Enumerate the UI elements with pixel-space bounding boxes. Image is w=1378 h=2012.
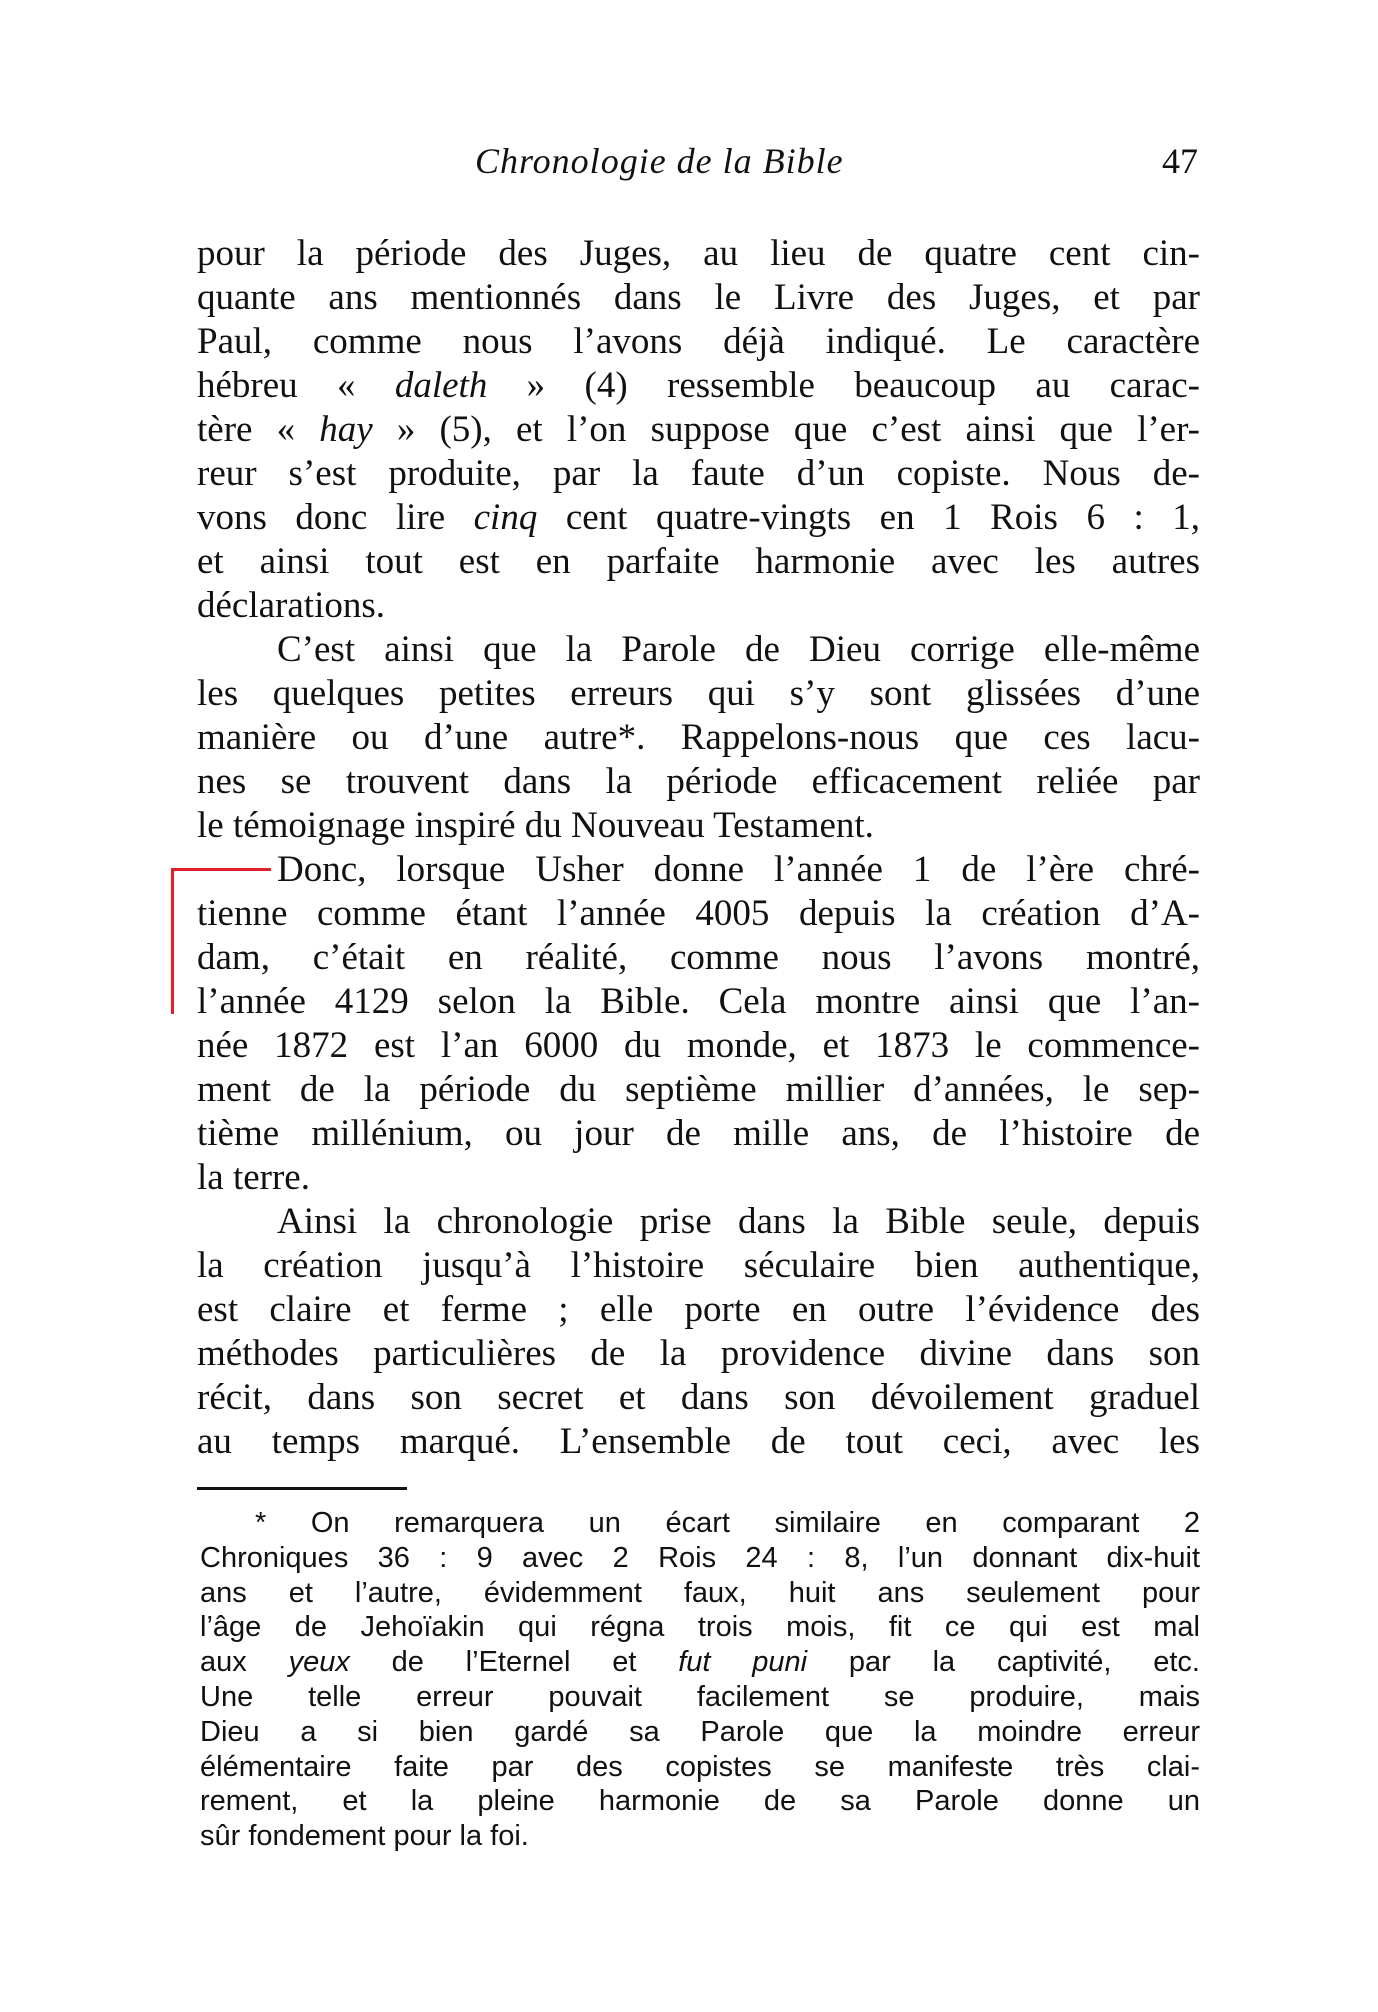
text-segment: Dieu a si bien gardé sa Parole que la moindre erreur xyxy=(200,1715,1200,1748)
italic-text: daleth xyxy=(394,365,488,406)
body-line xyxy=(197,408,1200,452)
text-segment: Donc, lorsque Usher donne l’année 1 de l’ère chré- xyxy=(277,849,1200,890)
body-line xyxy=(197,628,1200,672)
text-segment: Une telle erreur pouvait facilement se produire, mais xyxy=(200,1680,1200,1713)
body-line xyxy=(197,496,1200,540)
text-segment: et ainsi tout est en parfaite harmonie avec les autres xyxy=(197,541,1200,582)
body-line xyxy=(197,320,1200,364)
body-line xyxy=(197,1156,1200,1200)
text-segment: rement, et la pleine harmonie de sa Parole donne un xyxy=(200,1785,1200,1818)
body-line xyxy=(197,452,1200,496)
body-line xyxy=(197,804,1200,848)
text-segment: née 1872 est l’an 6000 du monde, et 1873 le commence- xyxy=(197,1025,1200,1066)
text-segment: hébreu « xyxy=(197,365,395,406)
footnote xyxy=(200,1506,1200,1854)
body-line xyxy=(197,1288,1200,1332)
footnote-line xyxy=(200,1715,1200,1750)
text-segment: cent quatre-vingts en 1 Rois 6 : 1, xyxy=(537,497,1200,538)
footnote-line xyxy=(200,1576,1200,1611)
body-line xyxy=(197,1024,1200,1068)
text-segment: de l’Eternel et xyxy=(349,1646,679,1679)
footnote-line xyxy=(200,1750,1200,1785)
text-segment: » (4) ressemble beaucoup au carac- xyxy=(487,365,1200,406)
italic-text: yeux xyxy=(288,1646,350,1679)
text-segment: Paul, comme nous l’avons déjà indiqué. Le caractère xyxy=(197,321,1200,362)
text-segment: vons donc lire xyxy=(197,497,474,538)
footnote-rule xyxy=(197,1487,407,1490)
page-number: 47 xyxy=(1162,141,1198,181)
text-segment: pour la période des Juges, au lieu de quatre cent cin- xyxy=(197,233,1200,274)
text-segment: au temps marqué. L’ensemble de tout ceci, avec les xyxy=(197,1421,1200,1462)
italic-text: hay xyxy=(319,409,373,450)
body-line xyxy=(197,1376,1200,1420)
text-segment: par la captivité, etc. xyxy=(807,1646,1200,1679)
text-segment: nes se trouvent dans la période efficacement reliée par xyxy=(197,761,1200,802)
footnote-line xyxy=(200,1645,1200,1680)
footnote-line xyxy=(200,1506,1200,1541)
text-segment: élémentaire faite par des copistes se manifeste très clai- xyxy=(200,1750,1200,1783)
text-segment: ans et l’autre, évidemment faux, huit ans seulement pour xyxy=(200,1576,1200,1609)
text-segment: la création jusqu’à l’histoire séculaire bien authentique, xyxy=(197,1245,1200,1286)
body-line xyxy=(197,1200,1200,1244)
body-line xyxy=(197,760,1200,804)
footnote-line xyxy=(200,1784,1200,1819)
footnote-line xyxy=(200,1819,1200,1854)
body-line xyxy=(197,1420,1200,1464)
text-segment: reur s’est produite, par la faute d’un copiste. Nous de- xyxy=(197,453,1200,494)
body-line xyxy=(197,1112,1200,1156)
text-segment: tième millénium, ou jour de mille ans, de l’histoire de xyxy=(197,1113,1200,1154)
text-segment: sûr fondement pour la foi. xyxy=(200,1820,529,1853)
footnote-line xyxy=(200,1610,1200,1645)
text-segment: » (5), et l’on suppose que c’est ainsi que l’er- xyxy=(372,409,1200,450)
text-segment: quante ans mentionnés dans le Livre des Juges, et par xyxy=(197,277,1200,318)
text-segment: ment de la période du septième millier d’années, le sep- xyxy=(197,1069,1200,1110)
running-title: Chronologie de la Bible xyxy=(475,141,844,181)
text-segment: tère « xyxy=(197,409,320,450)
body-line xyxy=(197,672,1200,716)
text-segment: le témoignage inspiré du Nouveau Testament. xyxy=(197,805,874,846)
text-segment: dam, c’était en réalité, comme nous l’avons montré, xyxy=(197,937,1200,978)
red-annotation-mark-vertical xyxy=(171,868,174,1014)
text-segment: C’est ainsi que la Parole de Dieu corrige elle-même xyxy=(277,629,1200,670)
text-segment: l’âge de Jehoïakin qui régna trois mois, fit ce qui est mal xyxy=(200,1611,1200,1644)
running-header xyxy=(0,140,1378,190)
body-line xyxy=(197,1244,1200,1288)
footnote-line xyxy=(200,1541,1200,1576)
text-segment: aux xyxy=(200,1646,289,1679)
body-line xyxy=(197,1068,1200,1112)
body-line xyxy=(197,716,1200,760)
text-segment: récit, dans son secret et dans son dévoilement graduel xyxy=(197,1377,1200,1418)
body-line xyxy=(197,848,1200,892)
text-segment: méthodes particulières de la providence divine dans son xyxy=(197,1333,1200,1374)
body-text xyxy=(197,232,1200,1464)
text-segment: tienne comme étant l’année 4005 depuis la création d’A- xyxy=(197,893,1200,934)
footnote-line xyxy=(200,1680,1200,1715)
body-line xyxy=(197,892,1200,936)
text-segment: la terre. xyxy=(197,1157,310,1198)
body-line xyxy=(197,936,1200,980)
body-line xyxy=(197,232,1200,276)
body-line xyxy=(197,584,1200,628)
red-annotation-mark-horizontal xyxy=(171,868,271,871)
body-line xyxy=(197,364,1200,408)
text-segment: déclarations. xyxy=(197,585,385,626)
text-segment: Chroniques 36 : 9 avec 2 Rois 24 : 8, l’un donnant dix-huit xyxy=(200,1541,1200,1574)
body-line xyxy=(197,1332,1200,1376)
italic-text: cinq xyxy=(473,497,538,538)
text-segment: l’année 4129 selon la Bible. Cela montre ainsi que l’an- xyxy=(197,981,1200,1022)
body-line xyxy=(197,540,1200,584)
body-line xyxy=(197,276,1200,320)
text-segment: * On remarquera un écart similaire en comparant 2 xyxy=(255,1507,1200,1539)
body-line xyxy=(197,980,1200,1024)
text-segment: est claire et ferme ; elle porte en outre l’évidence des xyxy=(197,1289,1200,1330)
text-segment: manière ou d’une autre*. Rappelons-nous que ces lacu- xyxy=(197,717,1200,758)
italic-text: fut puni xyxy=(678,1646,808,1679)
text-segment: Ainsi la chronologie prise dans la Bible seule, depuis xyxy=(277,1201,1200,1242)
text-segment: les quelques petites erreurs qui s’y sont glissées d’une xyxy=(197,673,1200,714)
